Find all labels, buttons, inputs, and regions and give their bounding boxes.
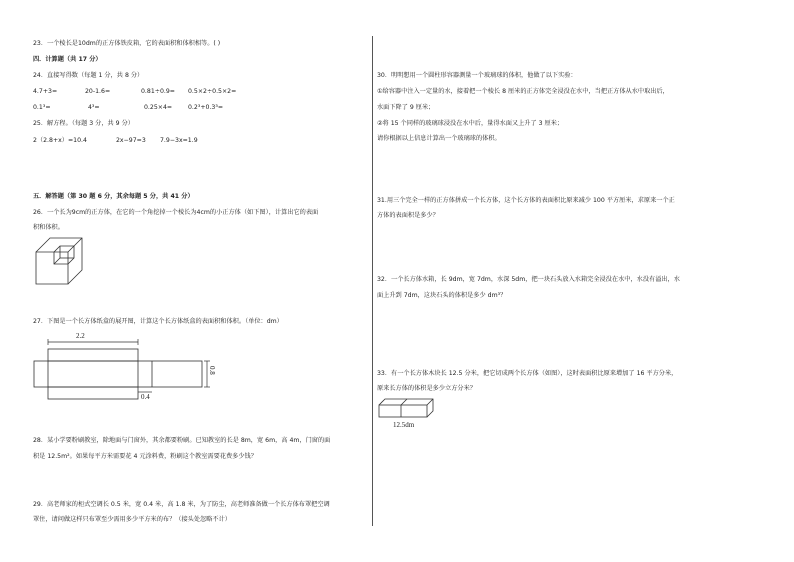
question-30-line3: 水面下降了 9 厘米；	[377, 104, 435, 111]
section-5-title: 五．解答题（第 30 题 6 分，其余每题 5 分，共 41 分）	[33, 193, 194, 200]
question-25-title: 25．解方程。（每题 3 分，共 9 分）	[33, 120, 134, 127]
section-4-title: 四．计算题（共 17 分）	[33, 56, 102, 63]
question-24-title: 24．直接写得数（每题 1 分，共 8 分）	[33, 72, 144, 79]
net-label-bottom: 0.4	[141, 393, 150, 401]
question-23: 23．一个棱长是10dm的正方体铁皮箱，它的表面积和体积相等。( )	[33, 40, 221, 47]
question-29-line2: 罩住，请问做这样只布罩至少需用多少平方米的布？（接头处忽略不计）	[33, 516, 231, 523]
question-28-line1: 28．某小学要粉刷教室，除地面与门窗外，其余都要粉刷。已知教室的长是 8m，宽 6m，高 4m，门窗的面	[33, 437, 331, 444]
q24-item: 0.81÷0.9=	[141, 88, 175, 95]
question-31-line1: 31.用三个完全一样的正方体拼成一个长方体，这个长方体的表面积比原来减少 100 平方厘米，求原来一个正	[377, 197, 675, 204]
question-26-line2: 积和体积。	[33, 224, 64, 231]
q25-equation: 2（2.8+x）=10.4	[33, 137, 87, 144]
question-30-line1: 30．明明想用一个圆柱形容器测量一个玻璃球的体积，他做了以下实验：	[377, 72, 577, 79]
box-net-figure	[34, 330, 224, 400]
question-33-line2: 原来长方体的体积是多少立方分米？	[377, 385, 476, 392]
net-label-top: 2.2	[76, 332, 85, 340]
question-30-line2: ①给容器中注入一定量的水，接着把一个棱长 8 厘米的正方体完全浸没在水中，当把正方体从水中取出后，	[377, 88, 669, 95]
q24-item: 4³=	[88, 104, 100, 111]
question-33-line1: 33．有一个长方体木块长 12.5 分米，把它切成两个长方体（如图），这时表面积比原来增加了 16 平方分米，	[377, 370, 678, 377]
question-30-line4: ②将 15 个同样的玻璃球浸没在水中后，量得水面又上升了 3 厘米；	[377, 120, 564, 127]
question-32-line2: 面上升到 7dm，这块石头的体积是多少 dm³？	[377, 292, 507, 299]
question-29-line1: 29．高老师家的柜式空调长 0.5 米，宽 0.4 米，高 1.8 米，为了防尘，高老师准备做一个长方体布罩把空调	[33, 501, 330, 508]
net-label-right: 0.8	[207, 366, 216, 375]
q24-item: 20-1.6=	[85, 88, 111, 95]
question-31-line2: 方体的表面积是多少？	[377, 212, 439, 219]
question-26-line1: 26．一个长为9cm的正方体，在它的一个角挖掉一个棱长为4cm的小正方体（如下图），计算出它的表面	[33, 209, 319, 216]
question-28-line2: 积是 12.5m²。如果每平方米需要花 4 元涂料费，粉刷这个教室需要花费多少钱？	[33, 453, 257, 460]
q24-item: 0.5×2÷0.5×2=	[188, 88, 237, 95]
question-27: 27．下图是一个长方体纸盒的展开图，计算这个长方体纸盒的表面积和体积。（单位：dm）	[33, 318, 283, 325]
q24-item: 0.2³+0.3³=	[188, 104, 224, 111]
block-figure	[379, 399, 439, 421]
q24-item: 0.1³=	[33, 104, 51, 111]
question-32-line1: 32．一个长方体水箱，长 9dm，宽 7dm，水深 5dm，把一块石头放入水箱完全浸没在水中，水没有溢出，水	[377, 276, 680, 283]
q24-item: 0.25×4=	[144, 104, 173, 111]
q25-equation: 2x−97=3	[116, 137, 146, 144]
block-label: 12.5dm	[393, 421, 415, 429]
cube-notch-figure	[36, 238, 86, 288]
q25-equation: 7.9−3x=1.9	[160, 137, 198, 144]
q24-item: 4.7+3=	[33, 88, 58, 95]
column-divider	[372, 36, 373, 526]
question-30-line5: 请你根据以上信息计算出一个玻璃球的体积。	[377, 135, 501, 142]
